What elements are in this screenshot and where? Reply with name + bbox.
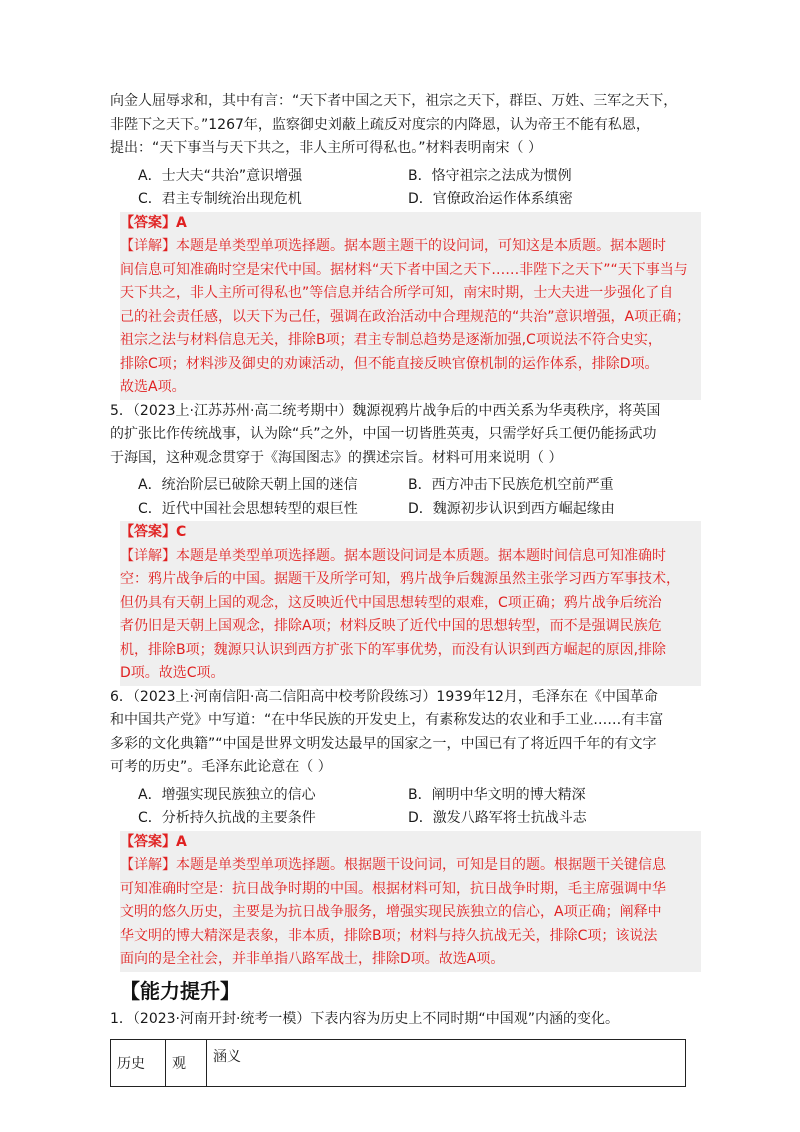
- q5-option-a: A．统治阶层已破除天朝上国的迷信: [138, 477, 358, 493]
- q6-options: [110, 784, 695, 831]
- question-5: [110, 400, 695, 686]
- q4-detail-5: 祖宗之法与材料信息无关，排除B项；君主专制总趋势是逐渐加强,C项说法不符合史实，: [120, 332, 662, 348]
- table-header-row: [111, 1040, 686, 1087]
- q4-answer: 【答案】A: [120, 214, 187, 231]
- q6-option-a: A．增强实现民族独立的信心: [138, 786, 316, 803]
- q6-option-b: B．阐明中华文明的博大精深: [408, 786, 586, 803]
- q5-options: [110, 474, 695, 521]
- q4-detail-4: 己的社会责任感，以天下为己任，强调在政治活动中合理规范的“共治”意识增强，A项正确；: [120, 308, 691, 325]
- q4-stem-line-2: 非陛下之天下。”1267年，监察御史刘蔽上疏反对度宗的内降恩，认为帝王不能有私恩，: [110, 116, 650, 133]
- q4-option-c: C．君主专制统治出现危机: [138, 191, 302, 207]
- q6-detail-1: 【详解】本题是单类型单项选择题。根据题干设问词，可知是目的题。根据题干关键信息: [120, 857, 666, 873]
- q5-detail-3: 但仍具有天朝上国的观念，这反映近代中国思想转型的艰难，C项正确；鸦片战争后统治: [120, 594, 662, 611]
- q4-detail-6: 排除C项；材料涉及御史的劝谏活动，但不能直接反映官僚机制的运作体系，排除D项。: [120, 355, 659, 372]
- table-header-view: 观: [166, 1040, 207, 1087]
- q4-option-a: A．士大夫“共治”意识增强: [138, 167, 303, 184]
- q6-stem-line-2: 和中国共产党》中写道：“在中华民族的开发史上，有素称发达的农业和手工业……有丰富: [110, 712, 664, 728]
- section-title: 【能力提升】: [120, 978, 240, 1003]
- q4-detail-3: 天下共之，非人主所可得私也”等信息并结合所学可知，南宋时期，士大夫进一步强化了自: [120, 285, 674, 301]
- q5-answer: 【答案】C: [120, 524, 187, 540]
- q5-option-c: C．近代中国社会思想转型的艰巨性: [138, 500, 358, 517]
- q5-stem-line-3: 于海国，这种观念贯穿于《海国图志》的撰述宗旨。材料可用来说明（ ）: [110, 449, 563, 466]
- q4-detail-7: 故选A项。: [120, 379, 186, 395]
- question-4: [110, 90, 695, 400]
- q4-option-b: B．恪守祖宗之法成为惯例: [408, 167, 572, 184]
- q4-answer-box: [120, 212, 701, 400]
- q6-stem-line-3: 多彩的文化典籍”“中国是世界文明发达最早的国家之一，中国已有了将近四千年的有文字: [110, 735, 657, 752]
- document-page: [110, 90, 695, 1087]
- q5-answer-box: [120, 521, 701, 686]
- q4-option-d: D．官僚政治运作体系缜密: [408, 191, 573, 207]
- question-6: [110, 686, 695, 972]
- q6-option-d: D．激发八路军将士抗战斗志: [408, 810, 587, 826]
- q6-detail-2: 可知准确时空是：抗日战争时期的中国。根据材料可知，抗日战争时期，毛主席强调中华: [120, 880, 666, 897]
- q5-detail-2: 空：鸦片战争后的中国。据题干及所学可知，鸦片战争后魏源虽然主张学习西方军事技术，: [120, 571, 680, 587]
- q4-detail-2: 间信息可知准确时空是宋代中国。据材料“天下者中国之天下……非陛下之天下”“天下事当与: [120, 261, 688, 278]
- q5-detail-5: 机，排除B项；魏源只认识到西方扩张下的军事优势，而没有认识到西方崛起的原因,排除: [120, 641, 667, 658]
- history-table: [110, 1039, 686, 1087]
- q6-detail-5: 面向的是全社会，并非单指八路军战士，排除D项。故选A项。: [120, 951, 505, 967]
- q7-stem: 1．（2023·河南开封·统考一模）下表内容为历史上不同时期“中国观”内涵的变化。: [110, 1010, 619, 1027]
- q4-options: [110, 165, 695, 212]
- question-ability-1: [110, 1008, 695, 1088]
- q5-stem-line-2: 的扩张比作传统战事，认为除“兵”之外，中国一切皆胜英夷，只需学好兵工便仍能扬武功: [110, 426, 657, 442]
- q5-detail-1: 【详解】本题是单类型单项选择题。据本题设问词是本质题。据本题时间信息可知准确时: [120, 547, 666, 564]
- q5-detail-4: 者仍旧是天朝上国观念，排除A项；材料反映了近代中国的思想转型，而不是强调民族危: [120, 618, 662, 634]
- q4-detail-1: 【详解】本题是单类型单项选择题。据本题主题干的设问词，可知这是本质题。据本题时: [120, 238, 666, 254]
- table-header-history: 历史: [111, 1040, 166, 1087]
- q4-stem-line-1: 向金人屈辱求和，其中有言：“天下者中国之天下，祖宗之天下，群臣、万姓、三军之天下，: [110, 93, 678, 109]
- q6-stem-line-4: 可考的历史”。毛泽东此论意在（ ）: [110, 759, 332, 775]
- q4-stem-line-3: 提出：“天下事当与天下共之，非人主所可得私也。”材料表明南宋（ ）: [110, 140, 542, 156]
- q5-option-b: B．西方冲击下民族危机空前严重: [408, 477, 614, 493]
- table-header-meaning: 涵义: [207, 1040, 686, 1087]
- q6-detail-3: 文明的悠久历史，主要是为抗日战争服务，增强实现民族独立的信心，A项正确；阐释中: [120, 904, 662, 920]
- q6-answer: 【答案】A: [120, 833, 187, 850]
- q6-option-c: C．分析持久抗战的主要条件: [138, 810, 316, 826]
- q5-detail-6: D项。故选C项。: [120, 665, 225, 681]
- q6-stem-line-1: 6．（2023上·河南信阳·高二信阳高中校考阶段练习）1939年12月，毛泽东在《中国革命: [110, 688, 658, 705]
- q6-detail-4: 华文明的博大精深是表象，非本质，排除B项；材料与持久抗战无关，排除C项；该说法: [120, 927, 658, 944]
- q6-answer-box: [120, 831, 701, 972]
- q5-option-d: D．魏源初步认识到西方崛起缘由: [408, 500, 615, 517]
- q5-stem-line-1: 5．（2023上·江苏苏州·高二统考期中）魏源视鸦片战争后的中西关系为华夷秩序，将英国: [110, 402, 661, 419]
